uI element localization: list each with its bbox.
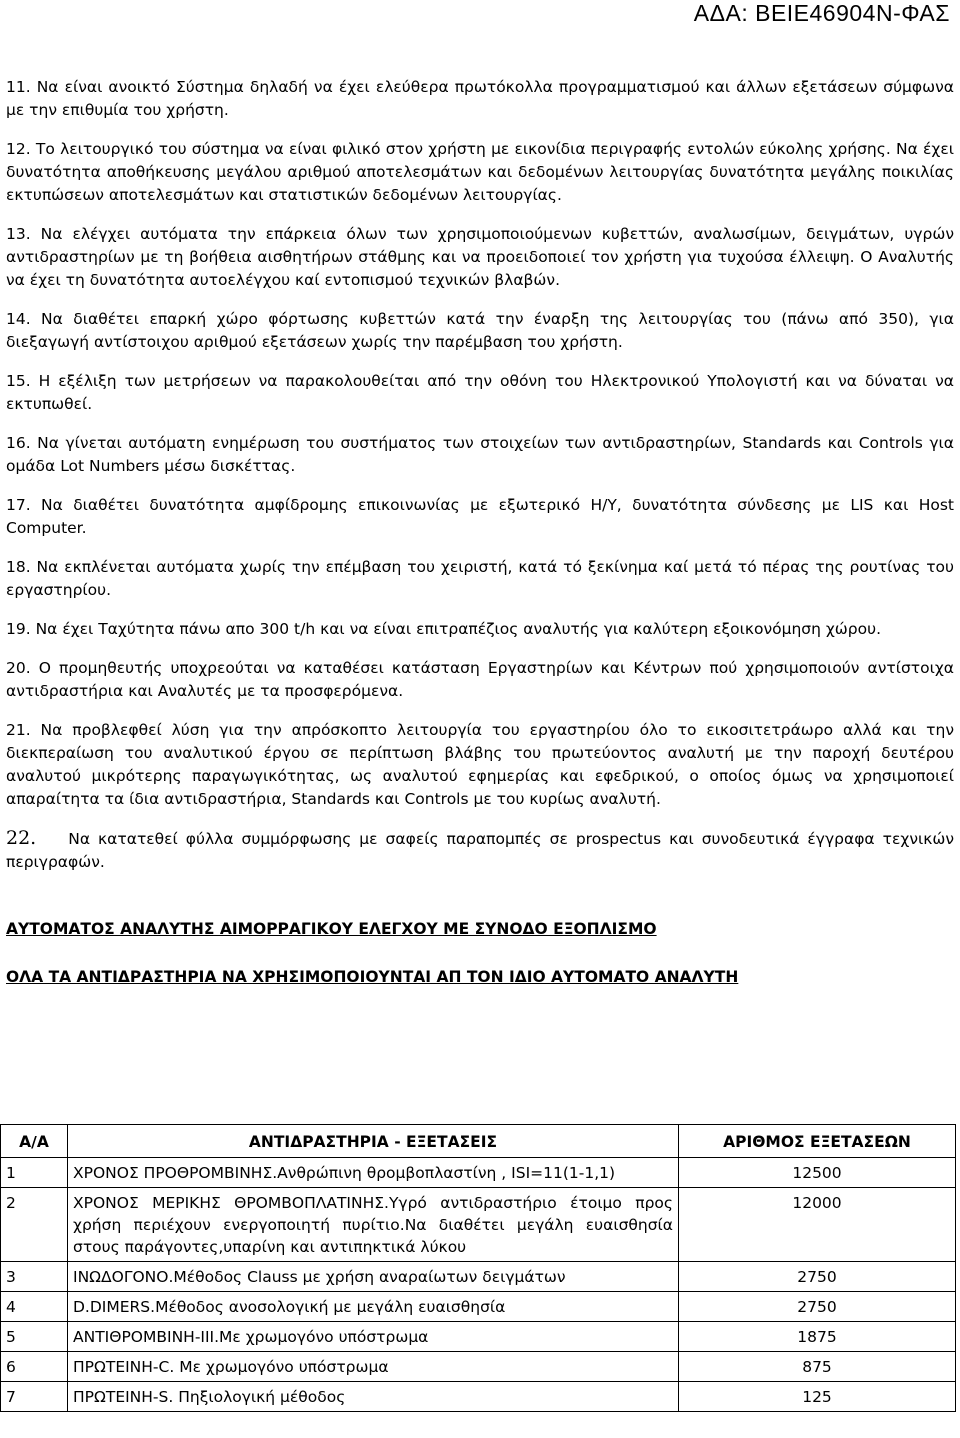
- table-row: [1, 1158, 956, 1188]
- cell-aa: 1: [1, 1158, 68, 1188]
- cell-aa: 6: [1, 1352, 68, 1382]
- table-row: [1, 1292, 956, 1322]
- table-row: [1, 1352, 956, 1382]
- document-body: [6, 76, 954, 988]
- cell-count: 875: [679, 1352, 956, 1382]
- cell-count: 1875: [679, 1322, 956, 1352]
- paragraph-22-text: Να κατατεθεί φύλλα συμμόρφωσης με σαφείς παραπομπές σε prospectus και συνοδευτικά έγγραφα τεχνικών περιγραφών.: [6, 830, 954, 871]
- section-heading-analyzer: ΑΥΤΟΜΑΤΟΣ ΑΝΑΛΥΤΗΣ ΑΙΜΟΡΡΑΓΙΚΟΥ ΕΛΕΓΧΟΥ ΜΕ ΣΥΝΟΔΟ ΕΞΟΠΛΙΣΜΟ: [6, 920, 657, 938]
- paragraph-11: 11. Να είναι ανοικτό Σύστημα δηλαδή να έχει ελεύθερα πρωτόκολλα προγραμματισμού και άλλων εξετάσεων σύμφωνα με την επιθυμία του χρήστη.: [6, 78, 954, 119]
- section-heading-reagents: ΟΛΑ ΤΑ ΑΝΤΙΔΡΑΣΤΗΡΙΑ ΝΑ ΧΡΗΣΙΜΟΠΟΙΟΥΝΤΑΙ ΑΠ ΤΟΝ ΙΔΙΟ ΑΥΤΟΜΑΤΟ ΑΝΑΛΥΤΗ: [6, 968, 739, 986]
- paragraph-12: 12. Το λειτουργικό του σύστημα να είναι φιλικό στον χρήστη με εικονίδια περιγραφής εντολών εύκολης χρήσης. Να έχει δυνατότητα αποθήκευσης μεγάλου αριθμού αποτελεσμάτων και δεδομένων λειτουργίας δυνατότητα μεγάλης ποικιλίας εκτυπώσεων αποτελεσμάτων και στατιστικών δεδομένων λειτουργίας.: [6, 140, 954, 204]
- cell-count: 125: [679, 1382, 956, 1412]
- paragraph-21: 21. Να προβλεφθεί λύση για την απρόσκοπτο λειτουργία του εργαστηρίου όλο το εικοσιτετράωρο αλλά και την διεκπεραίωση του αναλυτικού έργου σε περίπτωση βλάβης του πρωτεύοντος αναλυτή με την παροχή δευτέρου αναλυτού μικρότερης παραγωγικότητας, ως αναλυτού εφημερίας και εφεδρικού, ο οποίος όμως να χρησιμοποιεί απαραίτητα τα ίδια αντιδραστήρια, Standards και Controls με του κυρίως αναλυτή.: [6, 721, 954, 808]
- paragraph-16: 16. Να γίνεται αυτόματη ενημέρωση του συστήματος των στοιχείων των αντιδραστηρίων, Standards και Controls για ομάδα Lot Numbers μέσω δισκέττας.: [6, 434, 954, 475]
- cell-aa: 2: [1, 1188, 68, 1262]
- paragraph-15: 15. Η εξέλιξη των μετρήσεων να παρακολουθείται από την οθόνη του Ηλεκτρονικού Υπολογιστή και να δύναται να εκτυπωθεί.: [6, 372, 954, 413]
- cell-count: 12000: [679, 1188, 956, 1262]
- cell-name: ΠΡΩΤΕΙΝΗ-C. Με χρωμογόνο υπόστρωμα: [68, 1352, 679, 1382]
- cell-count: 2750: [679, 1262, 956, 1292]
- paragraph-20: 20. Ο προμηθευτής υποχρεούται να καταθέσει κατάσταση Εργαστηρίων και Κέντρων πού χρησιμοποιούν αντίστοιχα αντιδραστήρια και Αναλυτές με τα προσφερόμενα.: [6, 659, 954, 700]
- paragraph-17: 17. Να διαθέτει δυνατότητα αμφίδρομης επικοινωνίας με εξωτερικό Η/Υ, δυνατότητα σύνδεσης με LIS και Host Computer.: [6, 496, 954, 537]
- cell-name: ΧΡΟΝΟΣ ΠΡΟΘΡΟΜΒΙΝΗΣ.Ανθρώπινη θρομβοπλαστίνη , ISI=11(1-1,1): [68, 1158, 679, 1188]
- header-reagents: ΑΝΤΙΔΡΑΣΤΗΡΙΑ - ΕΞΕΤΑΣΕΙΣ: [68, 1125, 679, 1158]
- cell-name: ΠΡΩΤΕΙΝΗ-S. Πηξιολογική μέθοδος: [68, 1382, 679, 1412]
- paragraph-13: 13. Να ελέγχει αυτόματα την επάρκεια όλων των χρησιμοποιούμενων κυβεττών, αναλωσίμων, δειγμάτων, υγρών αντιδραστηρίων με τη βοήθεια αισθητήρων στάθμης και να προειδοποιεί τον χρήστη για τυχούσα έλλειψη. Ο Αναλυτής να έχει τη δυνατότητα αυτοελέγχου καί εντοπισμού τεχνικών βλαβών.: [6, 225, 954, 289]
- cell-name: ΙΝΩΔΟΓΟΝΟ.Μέθοδος Clauss με χρήση αναραίωτων δειγμάτων: [68, 1262, 679, 1292]
- paragraph-18: 18. Να εκπλένεται αυτόματα χωρίς την επέμβαση του χειριστή, κατά τό ξεκίνημα καί μετά τό πέρας της ρουτίνας του εργαστηρίου.: [6, 558, 954, 599]
- cell-aa: 5: [1, 1322, 68, 1352]
- header-aa: Α/Α: [1, 1125, 68, 1158]
- cell-aa: 7: [1, 1382, 68, 1412]
- cell-count: 12500: [679, 1158, 956, 1188]
- cell-aa: 4: [1, 1292, 68, 1322]
- table-row: [1, 1382, 956, 1412]
- cell-name: ΧΡΟΝΟΣ ΜΕΡΙΚΗΣ ΘΡΟΜΒΟΠΛΑΤΙΝΗΣ.Υγρό αντιδραστήριο έτοιμο προς χρήση περιέχουν ενεργοποιητή πυρίτιο.Να διαθέτει μεγάλη ευαισθησία στους παράγοντες,υπαρίνη και αντιπηκτικά λύκου: [68, 1188, 679, 1262]
- cell-name: ΑΝΤΙΘΡΟΜΒΙΝΗ-ΙΙΙ.Με χρωμογόνο υπόστρωμα: [68, 1322, 679, 1352]
- paragraph-19: 19. Να έχει Ταχύτητα πάνω απο 300 t/h και να είναι επιτραπέζιος αναλυτής για καλύτερη εξοικονόμηση χώρου.: [6, 620, 881, 638]
- cell-name: D.DIMERS.Μέθοδος ανοσολογική με μεγάλη ευαισθησία: [68, 1292, 679, 1322]
- paragraph-14: 14. Να διαθέτει επαρκή χώρο φόρτωσης κυβεττών κατά την έναρξη της λειτουργίας του (πάνω από 350), για διεξαγωγή αντίστοιχου αριθμού εξετάσεων χωρίς την παρέμβαση του χρήστη.: [6, 310, 954, 351]
- table-row: [1, 1262, 956, 1292]
- table-header-row: [1, 1125, 956, 1158]
- table-row: [1, 1322, 956, 1352]
- table-row: [1, 1188, 956, 1262]
- ada-code: ΑΔΑ: ΒΕΙΕ46904Ν-ΦΑΣ: [693, 0, 950, 26]
- paragraph-22-number: 22.: [6, 827, 37, 849]
- paragraph-22: [6, 827, 954, 874]
- header-count: ΑΡΙΘΜΟΣ ΕΞΕΤΑΣΕΩΝ: [679, 1125, 956, 1158]
- cell-count: 2750: [679, 1292, 956, 1322]
- cell-aa: 3: [1, 1262, 68, 1292]
- reagents-table: [0, 1124, 956, 1412]
